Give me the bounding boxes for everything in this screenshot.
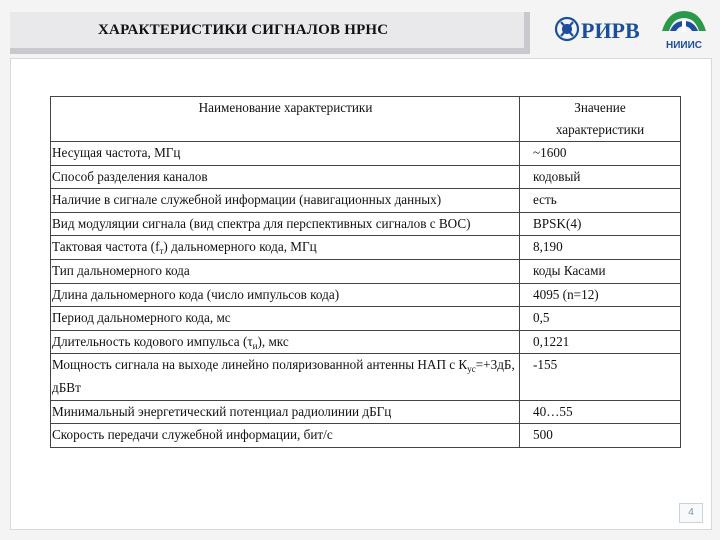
row-name: Вид модуляции сигнала (вид спектра для перспективных сигналов с ВОС)	[51, 212, 520, 236]
header-value-label-line2: характеристики	[555, 122, 645, 137]
table-row	[51, 307, 681, 331]
row-name: Тип дальномерного кода	[51, 259, 520, 283]
table-row	[51, 236, 681, 260]
table-row	[51, 424, 681, 448]
row-name-text: ) дальномерного кода, МГц	[163, 239, 317, 255]
row-value: 8,190	[520, 236, 681, 260]
rirv-logo-text: РИРВ	[581, 18, 640, 43]
niiis-emblem-icon	[662, 11, 706, 32]
rirv-emblem-icon	[556, 18, 578, 40]
row-name	[51, 236, 520, 260]
table-row	[51, 165, 681, 189]
niiis-logo	[656, 5, 712, 53]
row-name-subscript: т	[159, 246, 164, 257]
row-value: 40…55	[520, 400, 681, 424]
table-row	[51, 212, 681, 236]
row-name-text: ), мкс	[257, 333, 289, 349]
row-name-subscript: ус	[467, 364, 476, 375]
row-value: коды Касами	[520, 259, 681, 283]
header-value-cell	[520, 97, 681, 142]
row-value: -155	[520, 354, 681, 400]
row-value: 4095 (n=12)	[520, 283, 681, 307]
row-name: Способ разделения каналов	[51, 165, 520, 189]
table-row	[51, 354, 681, 400]
table-row	[51, 283, 681, 307]
row-name: Наличие в сигнале служебной информации (навигационных данных)	[51, 189, 520, 213]
table-row	[51, 189, 681, 213]
table-header-row	[51, 97, 681, 142]
table-row	[51, 142, 681, 166]
row-value: 500	[520, 424, 681, 448]
specs-table	[50, 96, 681, 448]
row-value: BPSK(4)	[520, 212, 681, 236]
row-name: Период дальномерного кода, мс	[51, 307, 520, 331]
slide-title: ХАРАКТЕРИСТИКИ СИГНАЛОВ НРНС	[98, 22, 389, 38]
row-name-text: Длительность кодового импульса (τ	[52, 333, 253, 349]
niiis-logo-text: НИИИС	[665, 40, 703, 51]
row-value: ~1600	[520, 142, 681, 166]
row-name: Скорость передачи служебной информации, бит/с	[51, 424, 520, 448]
row-name-text: Тактовая частота (f	[52, 239, 160, 255]
rirv-logo	[553, 10, 647, 48]
row-name	[51, 354, 520, 400]
row-name	[51, 330, 520, 354]
row-value: 0,5	[520, 307, 681, 331]
row-value: есть	[520, 189, 681, 213]
row-name-text: Мощность сигнала на выходе линейно поляризованной антенны НАП с К	[52, 357, 468, 373]
header-name-label: Наименование характеристики	[198, 100, 373, 115]
row-value: кодовый	[520, 165, 681, 189]
row-name: Длина дальномерного кода (число импульсов кода)	[51, 283, 520, 307]
table-row	[51, 400, 681, 424]
header-name-cell	[51, 97, 520, 142]
table-row	[51, 330, 681, 354]
row-value: 0,1221	[520, 330, 681, 354]
table-row	[51, 259, 681, 283]
row-name-text: =+3дБ, дБВт	[52, 357, 515, 395]
page-number: 4	[679, 503, 703, 523]
header-value-label-line1: Значение	[574, 100, 626, 115]
row-name: Минимальный энергетический потенциал радиолинии дБГц	[51, 400, 520, 424]
row-name-subscript: и	[252, 340, 258, 351]
row-name: Несущая частота, МГц	[51, 142, 520, 166]
